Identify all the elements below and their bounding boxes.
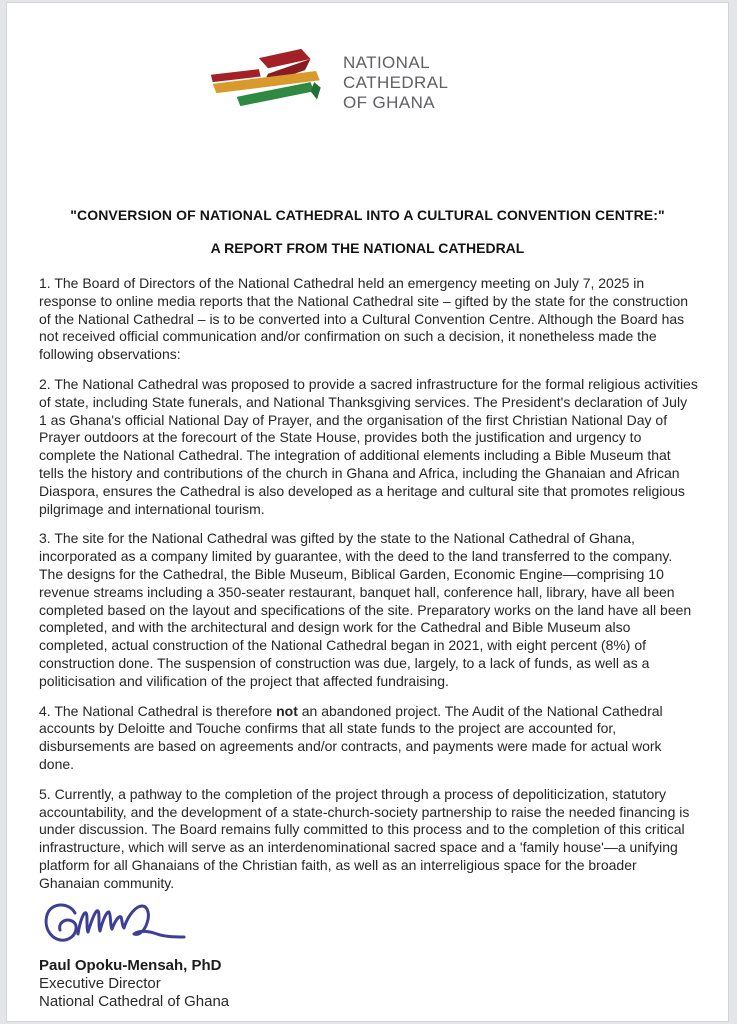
logo-line-1: NATIONAL [343, 53, 430, 72]
ghana-ribbons-logo-icon [205, 47, 333, 119]
signature-image [41, 899, 191, 949]
signature-block [39, 899, 728, 1011]
signatory-name: Paul Opoku-Mensah, PhD [39, 956, 222, 974]
logo-wordmark [343, 53, 448, 113]
national-cathedral-logo [205, 47, 448, 119]
paragraph: 3. The site for the National Cathedral was gifted by the state to the National Cathedral of Ghana, incorporated as a company limited by guarantee, with the deed to the land transferred to the company. The designs for the Cathedral, the Bible Museum, Biblical Garden, Economic Engine—comprising 10 revenue streams including a 350-seater restaurant, banquet hall, conference hall, library, have all been completed based on the layout and specifications of the site. Preparatory works on the land have all been completed, and with the architectural and design work for the Cathedral and Bible Museum also completed, actual construction of the National Cathedral began in 2021, with eight percent (8%) of construction done. The suspension of construction was due, largely, to a lack of funds, as well as a politicisation and vilification of the project that affected fundraising. [39, 530, 692, 689]
report-title: "CONVERSION OF NATIONAL CATHEDRAL INTO A CULTURAL CONVENTION CENTRE:" [70, 207, 665, 223]
signatory-role: Executive Director [39, 974, 161, 992]
paragraph: 2. The National Cathedral was proposed to provide a sacred infrastructure for the formal religious activities of state, including State funerals, and National Thanksgiving services. The President's declaration of July 1 as Ghana's official National Day of Prayer, and the organisation of the first Christian National Day of Prayer outdoors at the forecourt of the State House, provides both the justification and urgency to complete the National Cathedral. The integration of additional elements including a Bible Museum that tells the history and contributions of the church in Ghana and Africa, including the Ghanaian and African Diaspora, ensures the Cathedral is also developed as a heritage and cultural site that promotes religious pilgrimage and international tourism. [39, 375, 698, 517]
paragraph: 5. Currently, a pathway to the completion of the project through a process of depoliticization, statutory accountability, and the development of a state-church-society partnership to raise the needed financing is under discussion. The Board remains fully committed to this process and to the completion of this critical infrastructure, which will serve as an interdenominational sacred space and a 'family house'—a unifying platform for all Ghanaians of the Christian faith, as well as an interreligious space for the broader Ghanaian community. [39, 785, 690, 891]
report-body [39, 275, 698, 893]
paragraph: 4. The National Cathedral is therefore not an abandoned project. The Audit of the National Cathedral accounts by Deloitte and Touche confirms that all state funds to the project are accounted for, disbursements are based on agreements and/or contracts, and payments were made for actual work done. [39, 702, 663, 772]
document-page [6, 2, 729, 1022]
logo-line-2: CATHEDRAL [343, 73, 449, 92]
signatory-organization: National Cathedral of Ghana [39, 992, 230, 1010]
report-subtitle: A REPORT FROM THE NATIONAL CATHEDRAL [210, 240, 525, 256]
logo-line-3: OF GHANA [343, 93, 435, 112]
paragraph: 1. The Board of Directors of the National Cathedral held an emergency meeting on July 7, 2025 in response to online media reports that the National Cathedral site – gifted by the state for the construction of the National Cathedral – is to be converted into a Cultural Convention Centre. Although the Board has not received official communication and/or confirmation on such a decision, it nonetheless made the following observations: [39, 275, 689, 363]
